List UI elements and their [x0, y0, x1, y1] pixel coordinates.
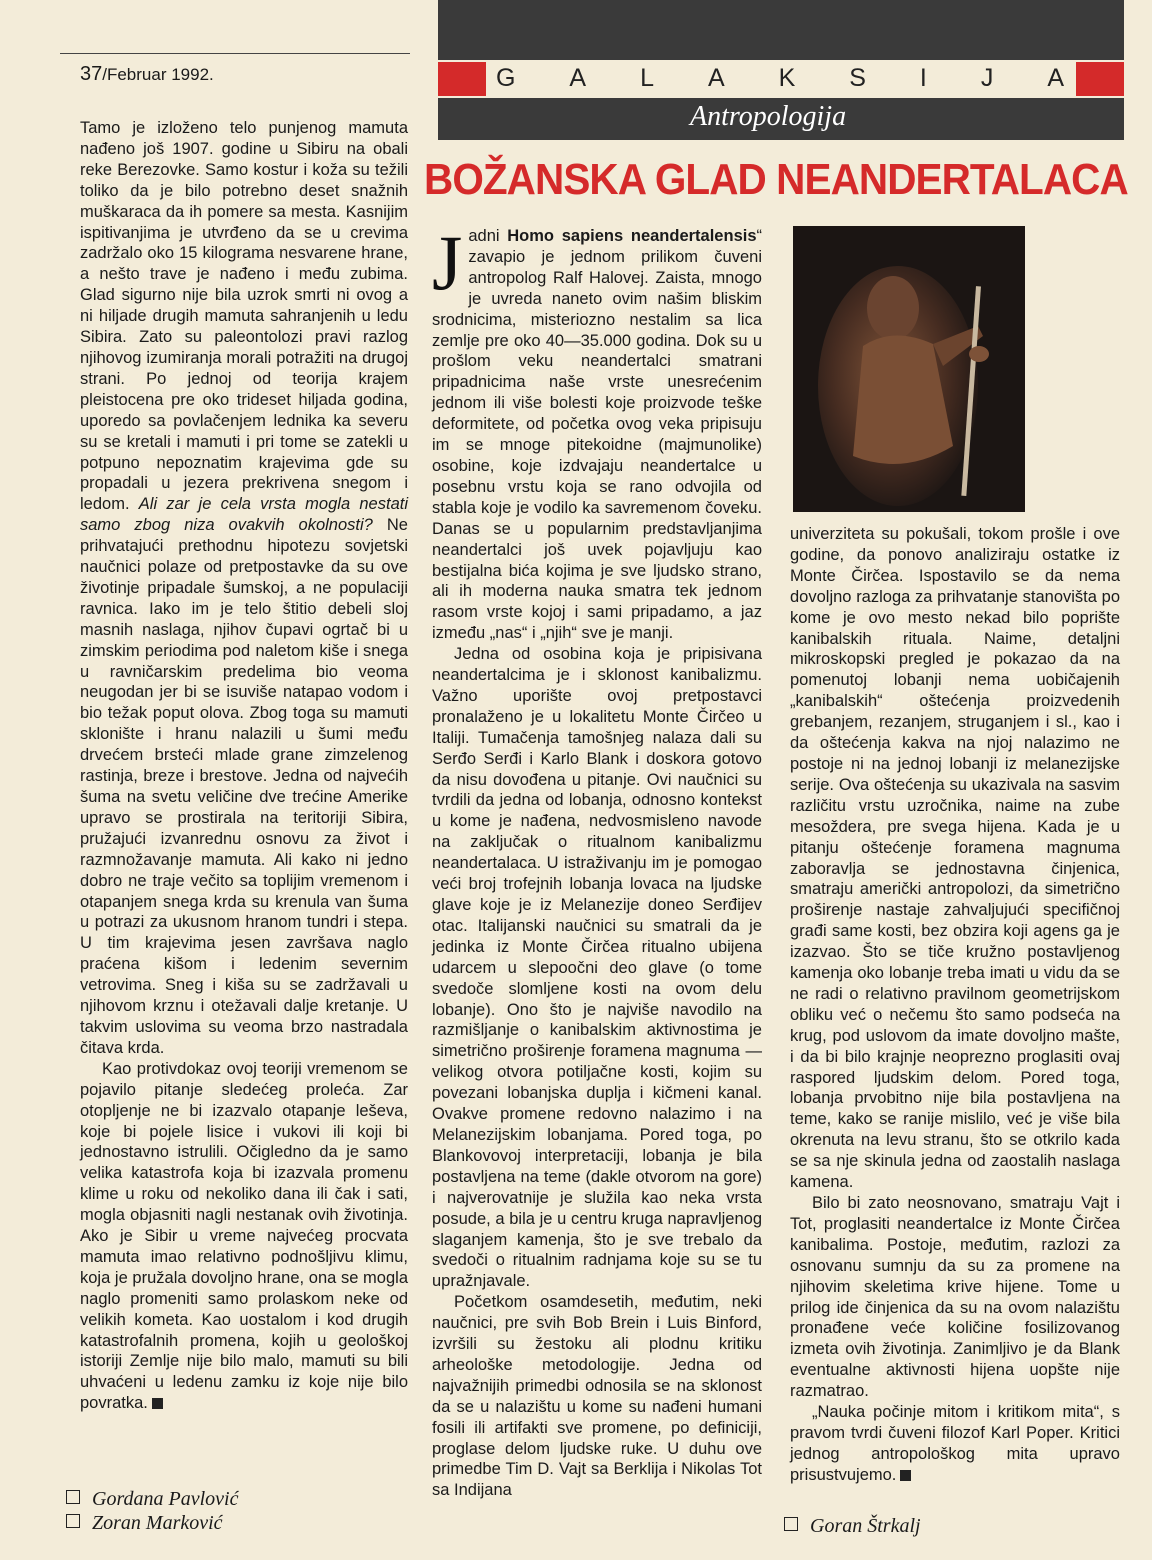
text-run: adni	[468, 227, 508, 245]
magazine-name-bar	[438, 60, 1124, 98]
text-run: Ne prihvatajući prethodnu hipotezu sovjetski naučnici polaze od pretpostavke da su ove životinje pripadale šumskoj, a ne populaciji ravnica. Iako im je telo štitio debeli sloj masnih naslaga, njihov čupavi ogrtač bi u zimskim periodima pod naletom kiše i snega u ravničarskim predelima bio veoma neugodan jer bi se isuviše natapao vodom i bio težak poput olova. Zbog toga su mamuti sklonište i hranu nalazili u šumi među drvećem brsteći mlade grane zimzelenog rastinja, breze i brestove. Jedna od najvećih šuma na svetu veličine dve trećine Amerike upravo se prostirala na teritoriji Sibira, pružajući izvanrednu osnovu za život i razmnožavanje mamuta. Ali kako ni jedno dobro ne traje večito sa toplijim vremenom i otapanjem snega krda su krenula van šuma u potrazi za ukusnom hranom tundri i stepa. U tim krajevima jesen završava naglo praćena kišom i ledenim severnim vetrovima. Sneg i kiša su se zadržavali u njihovom krznu i otežavali dalje kretanje. U takvim uslovima su veoma brzo nastradala čitava krda.	[80, 516, 408, 1057]
text-run: “ zavapio je jednom prilikom čuveni antropolog Ralf Halovej. Zaista, mnogo je uvreda naneto ovim našim bliskim srodnicima, misteriozno nestalim sa lica zemlje pre oko 40—35.000 godina. Dok su u prošlom veku neandertalci smatrani pripadnicima naše vrste unesrećenim jednom ili više bolesti koje proizvode teške deformitete, od početka ovog veka pripisuju im se mnoge pitekoidne (majmunolike) osobine, koje izdvajaju neandertalce u posebnu vrstu koja se rano odvojila od stabla koje je vodilo ka savremenom čoveku. Danas se u popularnim predstavljanjima neandertalci još uvek pojavljuju kao bestijalna bića kojima je sve ljudsko strano, ali ih moderna nauka smatra tek jednom rasom vrste kojoj i sami pripadamo, a jaz između „nas“ i „njih“ sve je manji.	[432, 227, 763, 643]
checkbox-square-icon	[66, 1514, 80, 1528]
text-run: „Nauka počinje mitom i kritikom mita“, s pravom tvrdi čuveni filozof Karl Poper. Kritici jednog antropološkog mita upravo prisustvujemo.	[790, 1403, 1120, 1484]
issue-date: /Februar 1992.	[102, 65, 214, 84]
header-rule	[60, 53, 410, 54]
column-left	[80, 118, 408, 1414]
issue-line	[80, 63, 214, 86]
article-headline: BOŽANSKA GLAD NEANDERTALACA	[424, 155, 1128, 204]
column-middle	[432, 219, 763, 1501]
paragraph	[432, 219, 763, 644]
top-dark-band	[438, 0, 1124, 60]
photo-illustration	[793, 226, 1025, 512]
issue-number: 37	[80, 63, 103, 85]
end-square-icon	[152, 1398, 163, 1409]
italic-question: Ali zar je cela vrsta mogla nestati samo zbog niza ovakvih okolnosti?	[80, 495, 408, 535]
paragraph: Jedna od osobina koja je pripisivana neandertalcima je i sklonost kanibalizmu. Važno uporište ovoj pretpostavci pronalaženo je u lokalitetu Monte Čirčeo u Italiji. Tumačenja tamošnjeg nalaza dali su Serđo Serđi i Karlo Blank i doskora gotovo da nisu dovođena u pitanje. Ovi naučnici su tvrdili da jedna od lobanja, odnosno kontekst u kome je nađena, nedvosmisleno navode na zaključak o ritualnom kanibalizmu neandertalaca. U istraživanju im je pomogao veći broj trofejnih lobanja lovaca na ljudske glave koje je iz Melanezije doneo Serđijev otac. Italijanski naučnici su smatrali da je jedinka iz Monte Čirčea ritualno ubijena udarcem u slepoočni deo glave (o tome svedoče slomljene kosti na ovom delu lobanje). Ono što je najviše navodilo na razmišljanje o kanibalskim aktivnostima je simetrično proširenje foramena magnuma — velikog otvora potiljačne kosti, kojim su povezani lobanjska duplja i kičmeni kanal. Ovakve promene redovno nalazimo i na Melanezijskim lobanjama. Pored toga, po Blankovovoj interpretaciji, lobanja je bila postavljena na teme (dakle otvorom na gore) i najverovatnije je služila kao neka vrsta posude, a bila je u centru kruga napravljenog slaganjem kamenja, što je sve trebalo da svedoči o ritualnim radnjama koje su se tu upražnjavale.	[432, 645, 762, 1291]
section-title: Antropologija	[690, 101, 847, 132]
text-run: Tamo je izloženo telo punjenog mamuta nađeno još 1907. godine u Sibiru na obali reke Berezovke. Samo kostur i koža su težili toliko da je bilo potrebno deset snažnih muškaraca da ih pomere sa mesta. Kasnijim ispitivanjima je utvrđeno da se u crevima zadržalo oko 15 kilograma nesvarene hrane, a nešto trave je nađeno i među zubima. Glad sigurno nije bila uzrok smrti ni ovog a ni hiljade drugih mamuta sahranjenih u ledu Sibira. Zato su paleontolozi pravi razlog njihovog izumiranja morali potražiti na drugoj strani. Po jednoj od teorija krajem pleistocena pre oko trideset hiljada godina, uporedo sa povlačenjem lednika ka severu su se kretali i mamuti i pri tome se zatekli u potpuno nepoznatim krajevima gde su propadali u jezera prekrivena snegom i ledom.	[80, 119, 408, 514]
red-block-left	[438, 62, 486, 96]
author-left-2	[66, 1512, 223, 1535]
text-run: Kao protivdokaz ovoj teoriji vremenom se pojavilo pitanje sledećeg proleća. Zar otopljenje ne bi izazvalo otapanje leševa, koje bi pojele lisice i vukovi ili koji bi jednostavno istrulili. Očigledno da je samo velika katastrofa koja bi izazvala promenu klime u roku od nekoliko dana ili čak i sati, mogla objasniti nagli nestanak ovih životinja. Ako je Sibir u vreme najvećeg procvata mamuta imao relativno podnošljivu klimu, koja je pružala dovoljno hrane, ona se mogla naglo promeniti samo prolaskom neke od velikih kometa. Kao uostalom i kod drugih katastrofalnih promena, kojih u geološkoj istoriji Zemlje nije bilo malo, mamuti su bili uhvaćeni u ledenu zamku iz koje nije bilo povratka.	[80, 1059, 408, 1413]
magazine-letter: G	[496, 64, 518, 92]
magazine-letter: A	[707, 64, 727, 92]
author-right	[784, 1515, 921, 1538]
paragraph	[790, 1402, 1120, 1486]
magazine-letter: L	[640, 64, 656, 92]
section-bar	[438, 98, 1124, 140]
magazine-letter: K	[778, 64, 798, 92]
bold-term: Homo sapiens neandertalensis	[507, 227, 757, 245]
checkbox-square-icon	[784, 1517, 798, 1531]
neanderthal-photo	[793, 226, 1025, 512]
red-block-right	[1076, 62, 1124, 96]
checkbox-square-icon	[66, 1490, 80, 1504]
end-square-icon	[900, 1470, 911, 1481]
paragraph: univerziteta su pokušali, tokom prošle i ove godine, da ponovo analiziraju ostatke iz Monte Čirčea. Ispostavilo se da nema dovoljno razloga za prihvatanje stanovišta po kome je ovo mesto nekad bilo poprište kanibalskih rituala. Naime, detaljni mikroskopski pregled je pokazao da na pomenutoj lobanji nema uobičajenih „kanibalskih“ oštećenja proizvedenih grebanjem, rezanjem, struganjem i sl., kao i da oštećenja kakva na njoj nalazimo ne postoje ni na jednoj lobanji iz melanezijske serije. Ova oštećenja su ukazivala na sasvim različitu vrstu uzročnika, naime na zube mesoždera, pre svega hijena. Kada je u pitanju oštećenje foramena magnuma zaboravlja se jednostavna činjenica, smatraju američki antropolozi, da simetrično proširenje nastaje zahvaljujući specifičnoj građi same kosti, bez obzira koji agens ga je izazvao. Što se tiče kružno postavljenog kamenja oko lobanje treba imati u vidu da se ne radi o relativno pravilnom geometrijskom obliku već o nečemu što samo podseća na krug, pod uslovom da imate dovoljno mašte, i da bi bilo krajnje neoprezno proglasiti ovaj raspored ljudskim delom. Pored toga, lobanja prvobitno nije bila postavljena na teme, kako se ranije mislilo, već je više bila okrenuta na levu stranu, što se otkrilo kada se sa nje skinula jedna od zaostalih naslaga kamena.	[790, 525, 1120, 1192]
author-name: Gordana Pavlović	[92, 1488, 239, 1510]
author-name: Goran Štrkalj	[810, 1515, 921, 1537]
paragraph	[80, 1059, 408, 1414]
magazine-letter: J	[980, 64, 996, 92]
magazine-name	[496, 64, 1066, 93]
paragraph	[80, 118, 408, 1059]
author-left-1	[66, 1488, 238, 1511]
column-right	[790, 524, 1120, 1486]
magazine-letter: S	[849, 64, 868, 92]
paragraph: Početkom osamdesetih, međutim, neki naučnici, pre svih Bob Brein i Luis Binford, izvršili su žestoku ali plodnu kritiku arheološke metodologije. Jedna od najvažnijih primedbi odnosila se na sklonost da se u nalazištu u kome su nađeni humani fosili ili artifakti sve promene, po definiciji, proglase delom ljudske ruke. U duhu ove primedbe Tim D. Vajt sa Berklija i Nikolas Tot sa Indijana	[432, 1293, 762, 1500]
magazine-letter: A	[1047, 64, 1066, 92]
magazine-letter: A	[569, 64, 589, 92]
drop-cap: J	[432, 219, 463, 306]
magazine-letter: I	[919, 64, 929, 92]
paragraph: Bilo bi zato neosnovano, smatraju Vajt i Tot, proglasiti neandertalce iz Monte Čirčea kanibalima. Postoje, međutim, razlozi za osnovanu sumnju da su za promene na njihovim skeletima krive hijene. Tome u prilog ide činjenica da su na ovom nalazištu pronađene veće količine fosilizovanog izmeta ovih životinja. Zanimljivo je da Blank eventualne aktivnosti hijena uopšte nije razmatrao.	[790, 1194, 1120, 1401]
author-name: Zoran Marković	[92, 1512, 223, 1534]
